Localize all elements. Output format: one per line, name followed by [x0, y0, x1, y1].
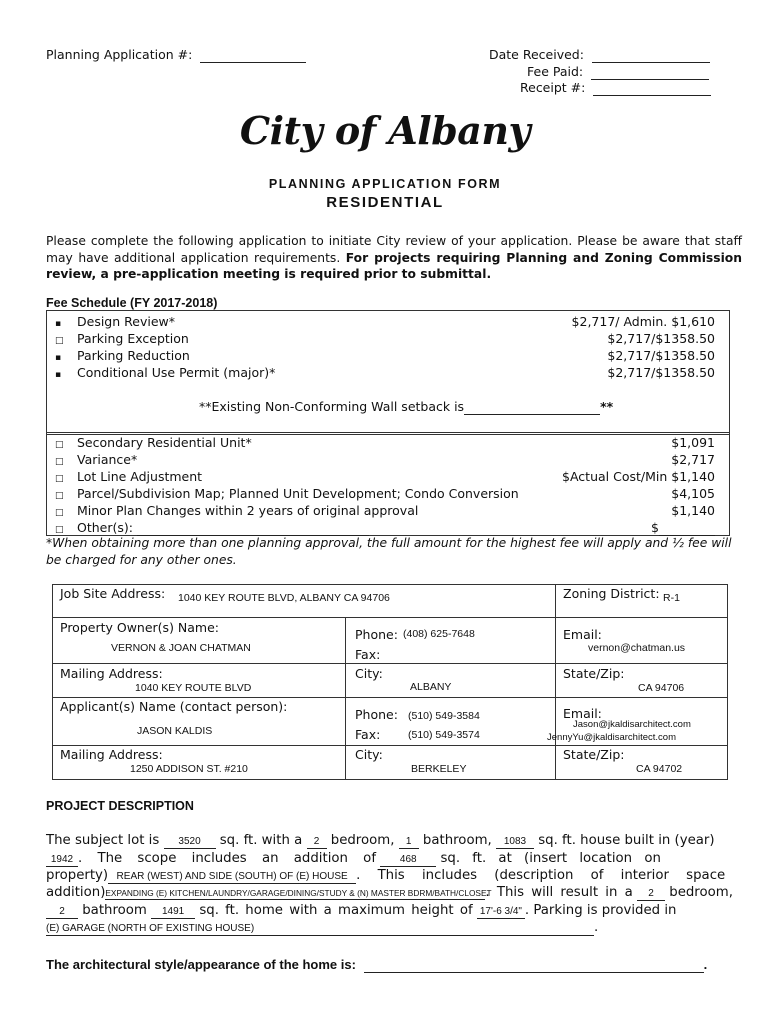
checkbox-checked-icon[interactable]: ▪ [55, 319, 62, 329]
addition-sqft-field[interactable]: 468 [380, 854, 436, 867]
text: . This will result in a [485, 885, 633, 900]
parking-field[interactable]: (E) GARAGE (NORTH OF EXISTING HOUSE) [46, 923, 594, 936]
owner-mailing-label: Mailing Address: [60, 666, 163, 681]
receipt-label: Receipt #: [520, 80, 586, 95]
date-received-field[interactable] [592, 47, 710, 63]
applicant-fax-value: (510) 549-3574 [408, 729, 480, 741]
result-bathrooms-field[interactable]: 2 [46, 906, 78, 919]
text: sq. ft. with a [219, 833, 303, 848]
applicant-email-1: Jason@jkaldisarchitect.com [573, 719, 691, 730]
fee-label: Parking Reduction [77, 348, 190, 363]
year-built-field[interactable]: 1942 [46, 854, 78, 867]
intro-paragraph [46, 233, 742, 283]
text: . The scope includes an addition of [78, 851, 377, 866]
job-site-label: Job Site Address: [60, 586, 166, 601]
fee-label: Parcel/Subdivision Map; Planned Unit Development; Condo Conversion [77, 486, 519, 501]
project-line-3 [46, 868, 742, 884]
fee-label: Lot Line Adjustment [77, 469, 203, 484]
fee-paid-label: Fee Paid: [527, 64, 584, 79]
applicant-phone-value: (510) 549-3584 [408, 710, 480, 722]
applicant-city-value: BERKELEY [411, 763, 467, 775]
fee-row[interactable] [55, 452, 715, 469]
date-received [489, 47, 710, 63]
form-type: RESIDENTIAL [326, 194, 444, 211]
lot-sqft-field[interactable]: 3520 [164, 836, 216, 849]
fee-amount: $1,140 [671, 503, 715, 518]
fee-label: Parking Exception [77, 331, 189, 346]
fee-amount: $2,717/$1358.50 [607, 365, 715, 380]
checkbox-icon[interactable]: □ [55, 336, 64, 346]
receipt-field[interactable] [593, 80, 711, 96]
fee-row[interactable] [55, 503, 715, 520]
checkbox-icon[interactable]: □ [55, 457, 64, 467]
checkbox-icon[interactable]: □ [55, 491, 64, 501]
text: sq. ft. house built in (year) [538, 833, 715, 848]
fee-label: Design Review* [77, 314, 175, 329]
applicant-fax-label: Fax: [355, 727, 381, 742]
arch-label: The architectural style/appearance of the home is: [46, 957, 356, 972]
receipt [520, 80, 711, 96]
owner-value: VERNON & JOAN CHATMAN [111, 642, 251, 654]
checkbox-checked-icon[interactable]: ▪ [55, 370, 62, 380]
fee-amount: $2,717/$1358.50 [607, 331, 715, 346]
fee-amount: $2,717 [671, 452, 715, 467]
fee-amount: $2,717/$1358.50 [607, 348, 715, 363]
fee-label: Secondary Residential Unit* [77, 435, 252, 450]
architectural-style-field[interactable] [364, 957, 704, 973]
applicant-statezip-label: State/Zip: [563, 747, 625, 762]
text: addition) [46, 885, 106, 900]
owner-fax-label: Fax: [355, 647, 381, 662]
fee-label [77, 520, 369, 536]
project-line-5 [46, 903, 742, 919]
project-line-1 [46, 833, 742, 849]
row-divider-3 [53, 745, 727, 746]
fee-row[interactable] [55, 331, 715, 348]
applicant-value: JASON KALDIS [137, 725, 213, 737]
text: bedroom, [669, 885, 733, 900]
applicant-phone-label: Phone: [355, 707, 398, 722]
planning-app-field[interactable] [200, 47, 306, 63]
fee-label: Conditional Use Permit (major)* [77, 365, 276, 380]
fee-row[interactable] [55, 469, 715, 486]
fee-paid [527, 64, 709, 80]
text: bedroom, [330, 833, 395, 848]
bathrooms-field[interactable]: 1 [399, 836, 419, 849]
job-site-value: 1040 KEY ROUTE BLVD, ALBANY CA 94706 [178, 592, 390, 604]
project-line-2 [46, 851, 742, 867]
other-field[interactable] [137, 520, 369, 536]
text: sq. ft. at (insert location on [440, 851, 661, 866]
checkbox-icon[interactable]: □ [55, 440, 64, 450]
result-bedrooms-field[interactable]: 2 [637, 888, 665, 901]
wall-note-suffix: ** [600, 399, 614, 414]
fee-amount: $4,105 [671, 486, 715, 501]
owner-email-label: Email: [563, 627, 602, 642]
row-divider-1 [53, 663, 727, 664]
applicant-mailing-label: Mailing Address: [60, 747, 163, 762]
zoning-value: R-1 [663, 592, 680, 604]
col-divider-2 [555, 618, 556, 779]
home-sqft-field[interactable]: 1083 [496, 836, 534, 849]
fee-schedule-heading: Fee Schedule (FY 2017-2018) [46, 296, 218, 310]
planning-app-label: Planning Application #: [46, 47, 193, 62]
project-line-6 [46, 920, 742, 936]
intro-bold: For projects requiring Planning and Zoning Commission review, a pre-application meeting is required prior to submittal. [46, 250, 742, 281]
fee-group-1 [46, 310, 730, 435]
fee-row[interactable] [55, 486, 715, 503]
other-amount: $ [651, 520, 659, 535]
text: bathroom, [422, 833, 492, 848]
fee-row[interactable] [55, 435, 715, 452]
result-sqft-field[interactable]: 1491 [151, 906, 195, 919]
owner-label: Property Owner(s) Name: [60, 620, 220, 635]
fee-footnote: *When obtaining more than one planning approval, the full amount for the highest fee will apply and ½ fee will be charged for any other ones. [46, 536, 732, 567]
location-field[interactable]: REAR (WEST) AND SIDE (SOUTH) OF (E) HOUSE [108, 871, 356, 884]
owner-email-value: vernon@chatman.us [588, 642, 686, 654]
text: . Parking is provided in [524, 903, 677, 918]
applicant-email-label: Email: [563, 706, 602, 721]
contact-table [52, 584, 728, 780]
text: . [594, 920, 599, 935]
applicant-statezip-value: CA 94702 [636, 763, 683, 775]
fee-row[interactable] [55, 314, 715, 331]
owner-statezip-value: CA 94706 [638, 682, 685, 694]
fee-amount [651, 520, 715, 536]
intro-text: Please complete the following application to initiate City review of your application. Please be aware that staff may have additional application requirements. [46, 234, 742, 265]
fee-amount: $Actual Cost/Min $1,140 [562, 469, 715, 484]
owner-statezip-label: State/Zip: [563, 666, 625, 681]
date-received-label: Date Received: [489, 47, 584, 62]
text: . This includes (description of interior space [356, 868, 726, 883]
wall-setback-note [199, 399, 613, 415]
owner-city-value: ALBANY [410, 681, 452, 693]
owner-phone-label: Phone: [355, 627, 398, 642]
applicant-mailing-value: 1250 ADDISON ST. #210 [130, 763, 248, 775]
checkbox-icon[interactable]: □ [55, 474, 64, 484]
architectural-style [46, 957, 707, 973]
arch-end: . [703, 957, 708, 972]
checkbox-icon[interactable]: □ [55, 508, 64, 518]
col-divider-1 [345, 618, 346, 779]
applicant-label: Applicant(s) Name (contact person): [60, 699, 288, 714]
fee-group-2 [46, 432, 730, 536]
applicant-city-label: City: [355, 747, 383, 762]
other-label: Other(s): [77, 520, 133, 535]
text: sq. ft. home with a maximum height of [199, 903, 473, 918]
fee-amount: $1,091 [671, 435, 715, 450]
text: bathroom [82, 903, 147, 918]
wall-setback-field[interactable] [464, 399, 600, 415]
fee-paid-field[interactable] [591, 64, 709, 80]
project-line-4 [46, 885, 742, 901]
bedrooms-field[interactable]: 2 [307, 836, 327, 849]
fee-amount: $2,717/ Admin. $1,610 [571, 314, 715, 329]
city-title: City of Albany [239, 108, 531, 153]
fee-row[interactable] [55, 348, 715, 365]
owner-phone-value: (408) 625-7648 [403, 628, 475, 640]
fee-row[interactable] [55, 365, 715, 382]
project-description-heading: PROJECT DESCRIPTION [46, 799, 194, 813]
fee-label: Variance* [77, 452, 138, 467]
checkbox-icon[interactable]: □ [55, 525, 64, 535]
wall-note-text: **Existing Non-Conforming Wall setback is [199, 399, 465, 414]
applicant-email-2: JennyYu@jkaldisarchitect.com [547, 732, 676, 743]
text: property) [46, 868, 109, 883]
max-height-field[interactable]: 17'-6 3/4" [477, 906, 525, 919]
description-field[interactable]: EXPANDING (E) KITCHEN/LAUNDRY/GARAGE/DINING/STUDY & (N) MASTER BDRM/BATH/CLOSET [105, 888, 492, 898]
zoning-label: Zoning District: [563, 586, 660, 601]
row-divider-2 [53, 697, 727, 698]
owner-mailing-value: 1040 KEY ROUTE BLVD [135, 682, 252, 694]
checkbox-checked-icon[interactable]: ▪ [55, 353, 62, 363]
other-amount-field[interactable] [659, 520, 715, 536]
owner-city-label: City: [355, 666, 383, 681]
form-subtitle: PLANNING APPLICATION FORM [268, 177, 502, 191]
planning-app-number [46, 47, 306, 63]
fee-label: Minor Plan Changes within 2 years of original approval [77, 503, 419, 518]
text: The subject lot is [46, 833, 160, 848]
